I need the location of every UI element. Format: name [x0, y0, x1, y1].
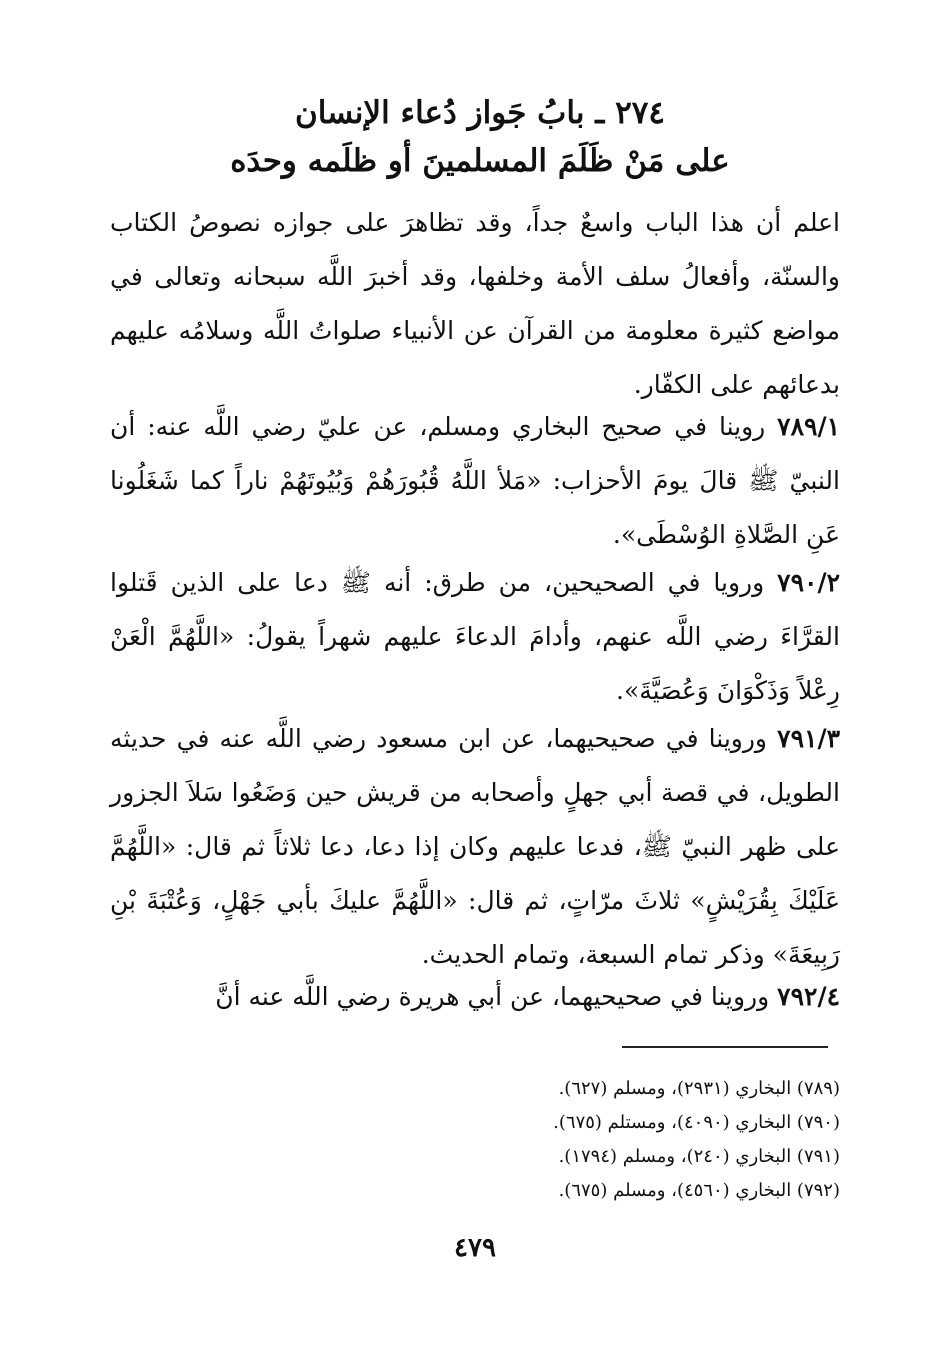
- hadith-paragraph-791: [110, 712, 840, 982]
- hadith-number: ٧٩٠/٢: [777, 568, 840, 597]
- hadith-number: ٧٩١/٣: [777, 724, 841, 753]
- footnote-separator: [622, 1046, 828, 1048]
- hadith-text: روينا في صحيح البخاري ومسلم، عن عليّ رضي اللَّه عنه: أن النبيّ ﷺ قالَ يومَ الأحزاب: «مَلأ اللَّهُ قُبُورَهُمْ وَبُيُوتَهُمْ ناراً كما شَغَلُونا عَنِ الصَّلاةِ الوُسْطَى».: [110, 412, 840, 549]
- footnote-790: (٧٩٠) البخاري (٤٠٩٠)، ومستلم (٦٧٥).: [553, 1112, 840, 1133]
- hadith-text: وروينا في صحيحيهما، عن أبي هريرة رضي اللَّه عنه أنَّ: [215, 982, 770, 1011]
- footnote-791: (٧٩١) البخاري (٢٤٠)، ومسلم (١٧٩٤).: [558, 1146, 840, 1167]
- hadith-paragraph-789: [110, 400, 840, 562]
- hadith-paragraph-790: [110, 556, 840, 718]
- hadith-number: ٧٩٢/٤: [777, 982, 840, 1011]
- footnotes: [400, 1072, 840, 1208]
- chapter-heading-line-2: على مَنْ ظَلَمَ المسلمينَ أو ظلَمه وحدَه: [230, 143, 730, 179]
- chapter-heading-line-1: ٢٧٤ ـ بابُ جَواز دُعاء الإنسان: [294, 95, 666, 131]
- footnote-789: (٧٨٩) البخاري (٢٩٣١)، ومسلم (٦٢٧).: [558, 1078, 840, 1099]
- footnote-792: (٧٩٢) البخاري (٤٥٦٠)، ومسلم (٦٧٥).: [558, 1180, 840, 1201]
- hadith-text: وروينا في صحيحيهما، عن ابن مسعود رضي اللَّه عنه في حديثه الطويل، في قصة أبي جهلٍ وأصحابه من قريش حين وَضَعُوا سَلاَ الجزور على ظهر النبيّ ﷺ، فدعا عليهم وكان إذا دعا، دعا ثلاثاً ثم قال: «اللَّهُمَّ عَلَيْكَ بِقُرَيْشٍ» ثلاثَ مرّاتٍ، ثم قال: «اللَّهُمَّ عليكَ بأبي جَهْلٍ، وَعُتْبَةَ بْنِ رَبِيعَةَ» وذكر تمام السبعة، وتمام الحديث.: [110, 724, 840, 969]
- hadith-paragraph-792: [110, 970, 840, 1024]
- page-number: ٤٧٩: [454, 1233, 496, 1263]
- intro-paragraph: اعلم أن هذا الباب واسعٌ جداً، وقد تظاهرَ على جوازه نصوصُ الكتاب والسنّة، وأفعالُ سلف الأمة وخلفها، وقد أخبرَ اللَّه سبحانه وتعالى في مواضع كثيرة معلومة من القرآن عن الأنبياء صلواتُ اللَّه وسلامُه عليهم بدعائهم على الكفّار.: [110, 208, 840, 399]
- hadith-number: ٧٨٩/١: [777, 412, 840, 441]
- hadith-text: ورويا في الصحيحين، من طرق: أنه ﷺ دعا على الذين قَتلوا القرَّاءَ رضي اللَّه عنهم، وأدامَ الدعاءَ عليهم شهراً يقولُ: «اللَّهُمَّ الْعَنْ رِعْلاً وَذَكْوَانَ وَعُصَيَّةَ».: [110, 568, 840, 705]
